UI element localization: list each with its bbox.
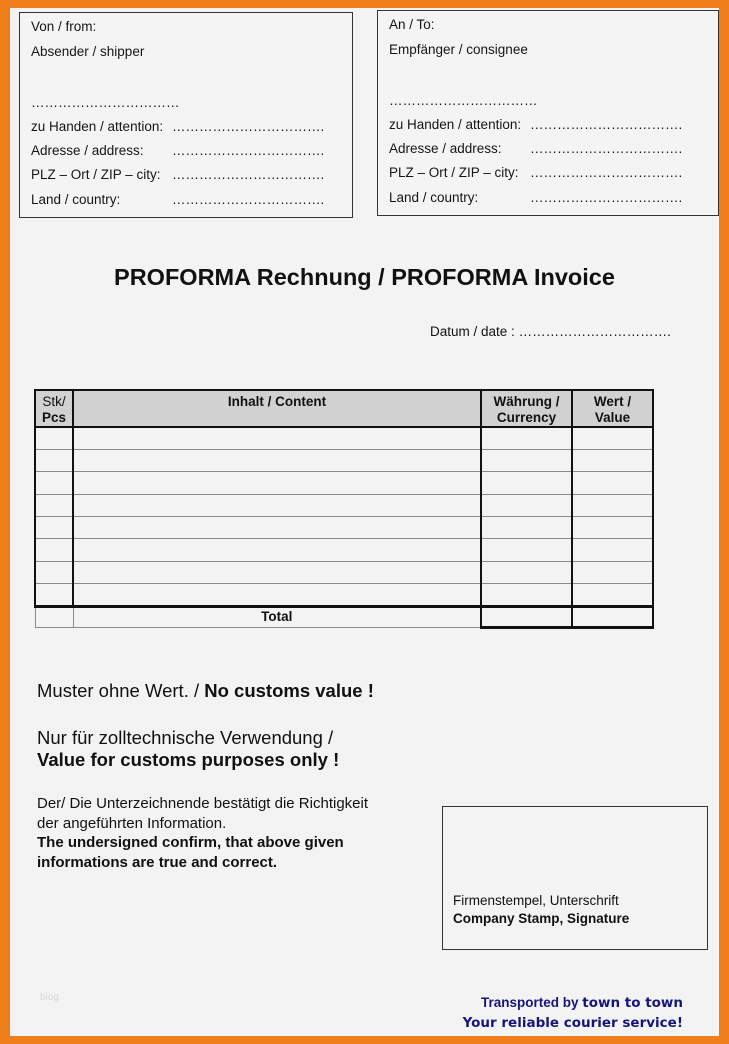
items-table <box>34 389 654 629</box>
table-row <box>35 539 653 561</box>
table-row <box>35 494 653 516</box>
pcs-cell[interactable] <box>35 517 73 539</box>
consignee-city-field[interactable]: ……………………………. <box>530 165 683 180</box>
sender-address-label: Adresse / address: <box>31 143 144 158</box>
sender-name-field[interactable]: …………………………… <box>31 95 180 110</box>
total-pcs-cell <box>35 606 73 627</box>
content-cell[interactable] <box>73 584 481 606</box>
value-cell[interactable] <box>572 584 653 606</box>
header-pcs: Stk/ Pcs <box>35 390 73 427</box>
confirmation-statement: Der/ Die Unterzeichnende bestätigt die Richtigkeit der angeführten Information. The undersigned confirm, that above given informations are true and correct. <box>37 795 369 871</box>
tagline: Your reliable courier service! <box>462 1015 683 1031</box>
content-cell[interactable] <box>73 427 481 449</box>
content-cell[interactable] <box>73 517 481 539</box>
date-line <box>430 324 671 339</box>
pcs-cell[interactable] <box>35 427 73 449</box>
no-customs-value-notice: Muster ohne Wert. / No customs value ! <box>37 680 374 701</box>
sender-role: Absender / shipper <box>31 44 145 59</box>
currency-cell[interactable] <box>481 449 572 471</box>
currency-cell[interactable] <box>481 472 572 494</box>
header-content: Inhalt / Content <box>73 390 481 427</box>
consignee-address-field[interactable]: ……………………………. <box>530 141 683 156</box>
total-row <box>35 606 653 627</box>
customs-purposes-notice: Nur für zolltechnische Verwendung / Value for customs purposes only ! <box>37 727 340 770</box>
pcs-cell[interactable] <box>35 561 73 583</box>
table-row <box>35 584 653 606</box>
document-title: PROFORMA Rechnung / PROFORMA Invoice <box>114 264 615 290</box>
value-cell[interactable] <box>572 539 653 561</box>
table-row <box>35 472 653 494</box>
date-field[interactable]: ……………………………. <box>518 324 671 339</box>
sender-city-field[interactable]: ……………………………. <box>172 167 325 182</box>
consignee-country-label: Land / country: <box>389 190 479 205</box>
brand-name: town to town <box>582 995 683 1011</box>
sender-heading: Von / from: <box>31 19 97 34</box>
value-cell[interactable] <box>572 472 653 494</box>
consignee-attention-field[interactable]: ……………………………. <box>530 117 683 132</box>
sender-address-box <box>19 12 353 218</box>
table-header-row <box>35 390 653 427</box>
consignee-country-field[interactable]: ……………………………. <box>530 190 683 205</box>
sender-address-field[interactable]: ……………………………. <box>172 143 325 158</box>
total-label: Total <box>73 606 481 627</box>
content-cell[interactable] <box>73 494 481 516</box>
value-cell[interactable] <box>572 427 653 449</box>
watermark: blog <box>40 992 59 1003</box>
sender-country-field[interactable]: ……………………………. <box>172 192 325 207</box>
table-row <box>35 427 653 449</box>
table-row <box>35 561 653 583</box>
date-label: Datum / date : <box>430 324 515 339</box>
pcs-cell[interactable] <box>35 584 73 606</box>
consignee-role: Empfänger / consignee <box>389 42 528 57</box>
total-value-cell[interactable] <box>572 606 653 627</box>
currency-cell[interactable] <box>481 539 572 561</box>
value-cell[interactable] <box>572 494 653 516</box>
consignee-address-label: Adresse / address: <box>389 141 502 156</box>
content-cell[interactable] <box>73 472 481 494</box>
consignee-heading: An / To: <box>389 17 435 32</box>
currency-cell[interactable] <box>481 584 572 606</box>
value-cell[interactable] <box>572 561 653 583</box>
pcs-cell[interactable] <box>35 449 73 471</box>
content-cell[interactable] <box>73 539 481 561</box>
pcs-cell[interactable] <box>35 539 73 561</box>
transported-by-line: Transported by town to town <box>480 995 683 1011</box>
sender-attention-label: zu Handen / attention: <box>31 119 164 134</box>
stamp-label-en: Company Stamp, Signature <box>453 911 630 926</box>
company-stamp-signature-box[interactable] <box>442 806 708 950</box>
consignee-address-box <box>377 10 719 216</box>
consignee-name-field[interactable]: …………………………… <box>389 93 538 108</box>
header-value: Wert / Value <box>572 390 653 427</box>
pcs-cell[interactable] <box>35 494 73 516</box>
value-cell[interactable] <box>572 449 653 471</box>
content-cell[interactable] <box>73 449 481 471</box>
header-currency: Währung / Currency <box>481 390 572 427</box>
proforma-invoice-page <box>10 8 719 1036</box>
sender-city-label: PLZ – Ort / ZIP – city: <box>31 167 161 182</box>
consignee-city-label: PLZ – Ort / ZIP – city: <box>389 165 519 180</box>
content-cell[interactable] <box>73 561 481 583</box>
table-row <box>35 517 653 539</box>
total-currency-cell[interactable] <box>481 606 572 627</box>
currency-cell[interactable] <box>481 427 572 449</box>
currency-cell[interactable] <box>481 517 572 539</box>
currency-cell[interactable] <box>481 494 572 516</box>
sender-attention-field[interactable]: ……………………………. <box>172 119 325 134</box>
pcs-cell[interactable] <box>35 472 73 494</box>
table-row <box>35 449 653 471</box>
courier-footer <box>463 993 683 1033</box>
stamp-label-de: Firmenstempel, Unterschrift <box>453 893 619 908</box>
value-cell[interactable] <box>572 517 653 539</box>
consignee-attention-label: zu Handen / attention: <box>389 117 522 132</box>
currency-cell[interactable] <box>481 561 572 583</box>
sender-country-label: Land / country: <box>31 192 121 207</box>
